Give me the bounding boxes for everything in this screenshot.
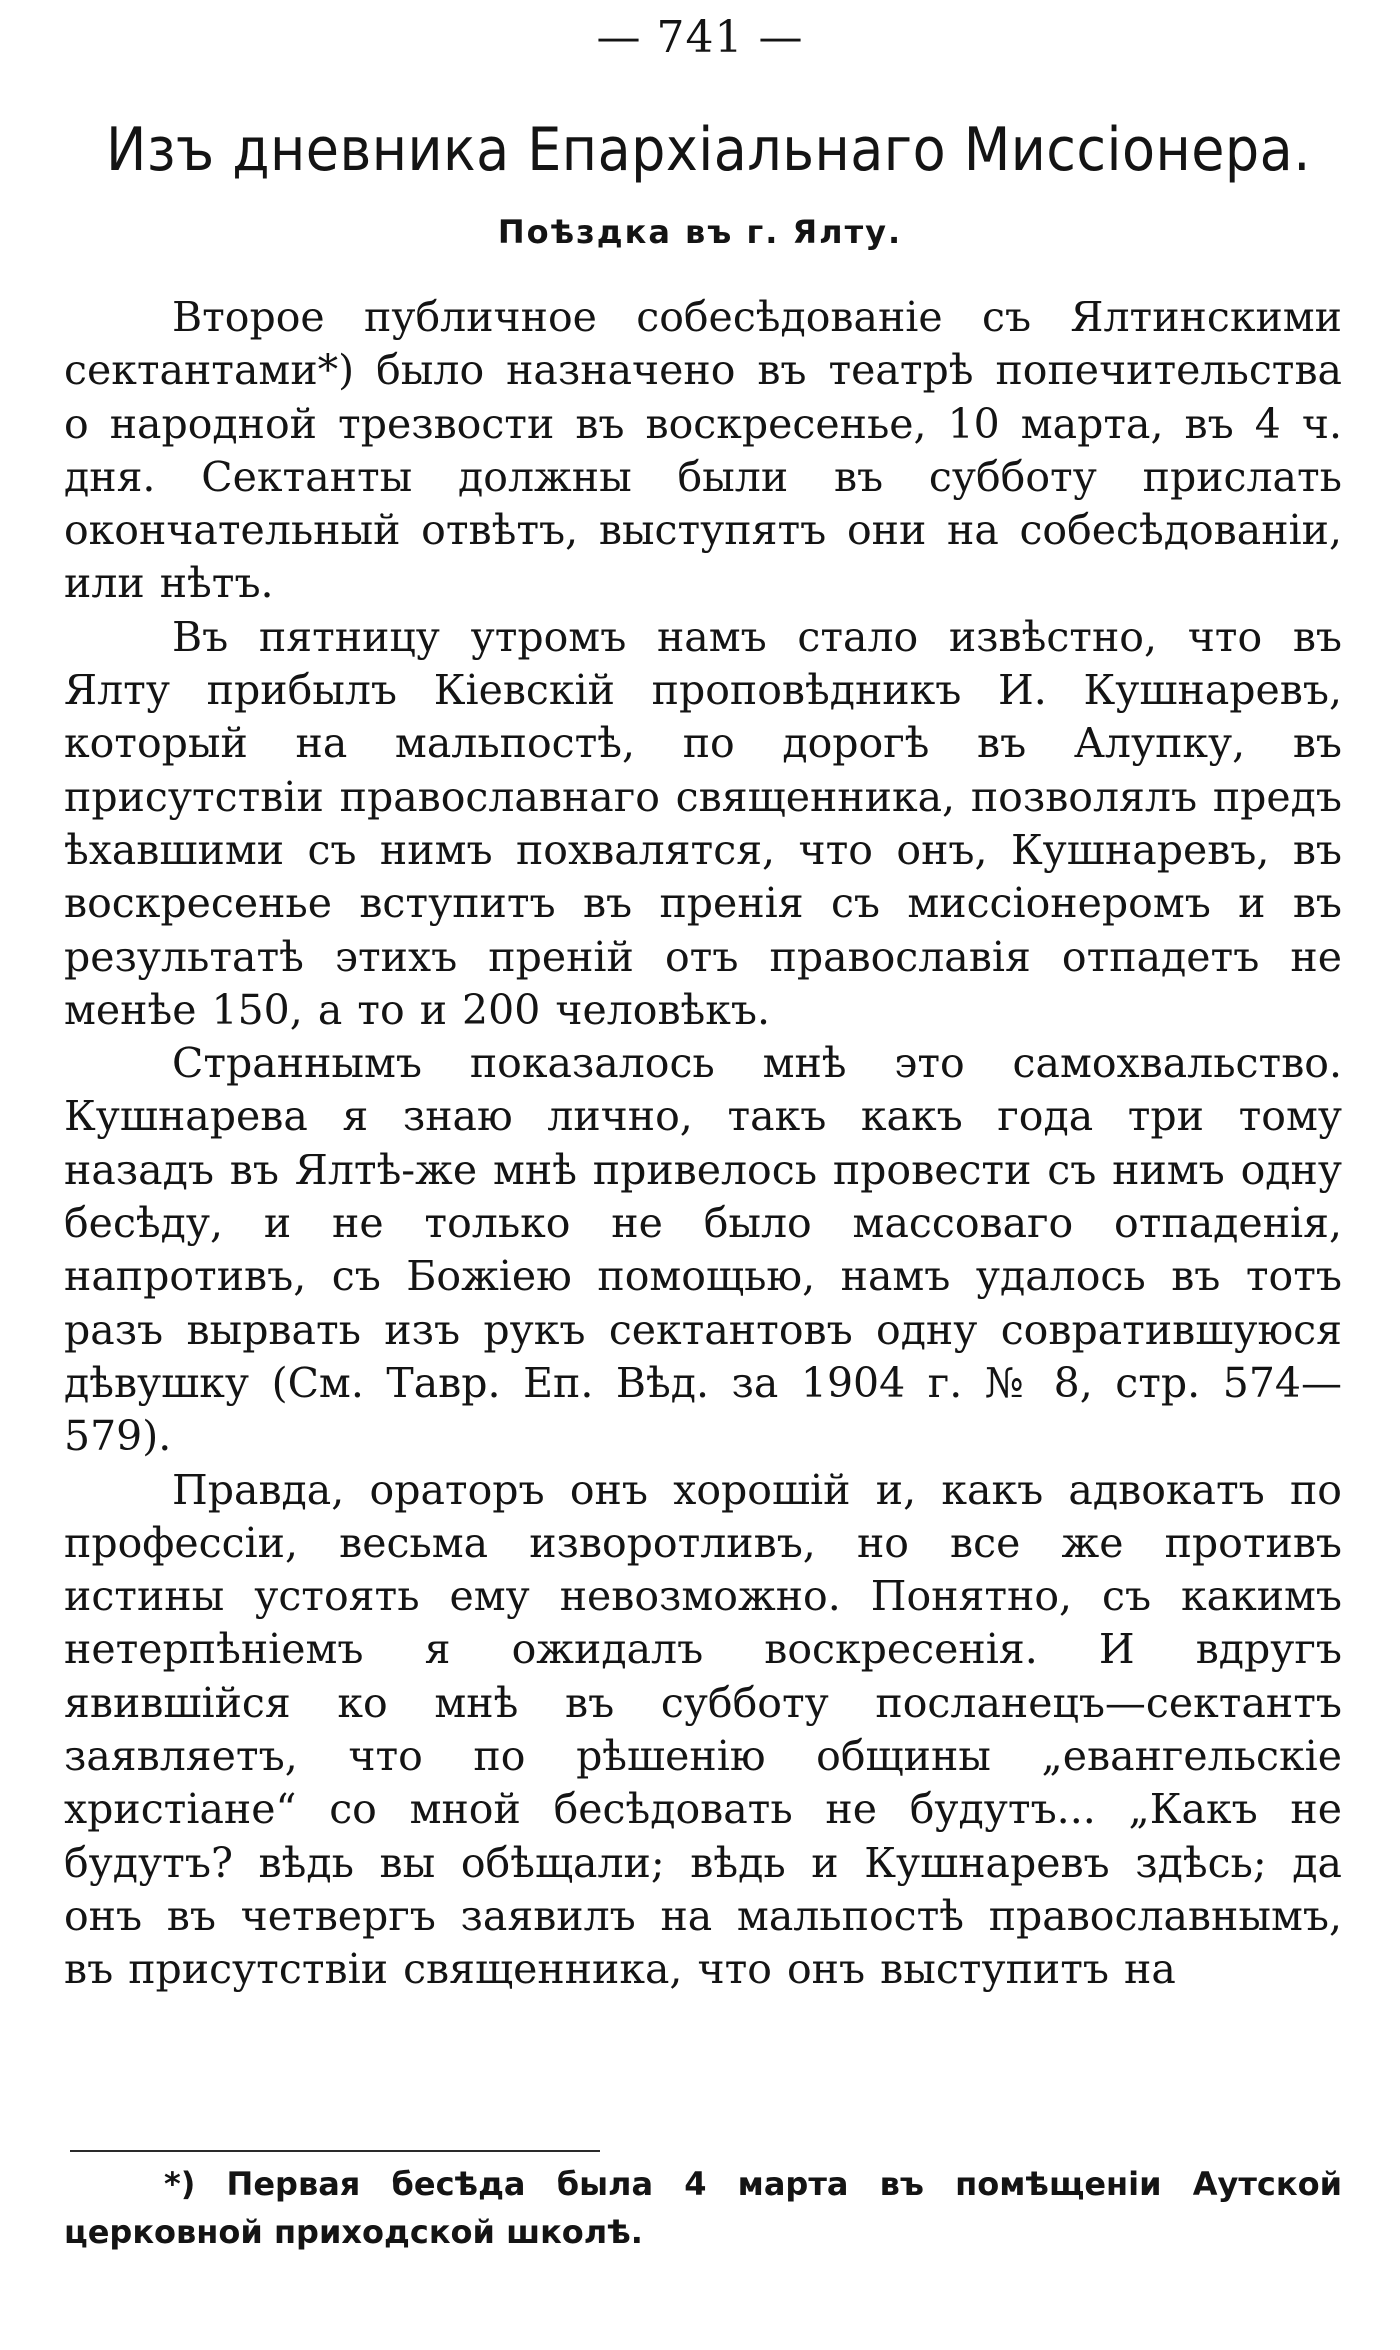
paragraph-2: Въ пятницу утромъ намъ стало извѣстно, что въ Ялту прибылъ Кіевскій проповѣдникъ И. Кушнаревъ, который на мальпостѣ, по дорогѣ въ Алупку, въ присутствіи православнаго священника, позволялъ предъ ѣхавшими съ нимъ похвалятся, что онъ, Кушнаревъ, въ воскресенье вступитъ въ пренія съ миссіонеромъ и въ результатѣ этихъ преній отъ православія отпадетъ не менѣе 150, а то и 200 человѣкъ.	[64, 612, 1342, 1034]
article-body	[64, 291, 1342, 1997]
footnote-divider	[70, 2150, 600, 2152]
article-subtitle: Поѣздка въ г. Ялту.	[497, 213, 903, 251]
footnote: *) Первая бесѣда была 4 марта въ помѣщеніи Аутской церковной приходской школѣ.	[64, 2165, 1342, 2251]
article-title: Изъ дневника Епархіальнаго Миссіонера.	[106, 115, 1311, 185]
paragraph-1: Второе публичное собесѣдованіе съ Ялтинскими сектантами*) было назначено въ театрѣ попечительства о народной трезвости въ воскресенье, 10 марта, въ 4 ч. дня. Сектанты должны были въ субботу прислать окончательный отвѣтъ, выступятъ они на собесѣдованіи, или нѣтъ.	[64, 293, 1342, 608]
paragraph-3: Страннымъ показалось мнѣ это самохвальство. Кушнарева я знаю лично, такъ какъ года три тому назадъ въ Ялтѣ-же мнѣ привелось провести съ нимъ одну бесѣду, и не только не было массоваго отпаденія, напротивъ, съ Божіею помощью, намъ удалось въ тотъ разъ вырвать изъ рукъ сектантовъ одну совратившуюся дѣвушку (См. Тавр. Еп. Вѣд. за 1904 г. № 8, стр. 574—579).	[64, 1039, 1342, 1461]
page-number: — 741 —	[596, 12, 804, 63]
paragraph-4: Правда, ораторъ онъ хорошій и, какъ адвокатъ по профессіи, весьма изворотливъ, но все же противъ истины устоять ему невозможно. Понятно, съ какимъ нетерпѣніемъ я ожидалъ воскресенія. И вдругъ явившійся ко мнѣ въ субботу посланецъ—сектантъ заявляетъ, что по рѣшенію общины „евангельскіе христіане“ со мной бесѣдовать не будутъ... „Какъ не будутъ? вѣдь вы обѣщали; вѣдь и Кушнаревъ здѣсь; да онъ въ четвергъ заявилъ на мальпостѣ православнымъ, въ присутствіи священника, что онъ выступитъ на	[64, 1465, 1342, 1994]
